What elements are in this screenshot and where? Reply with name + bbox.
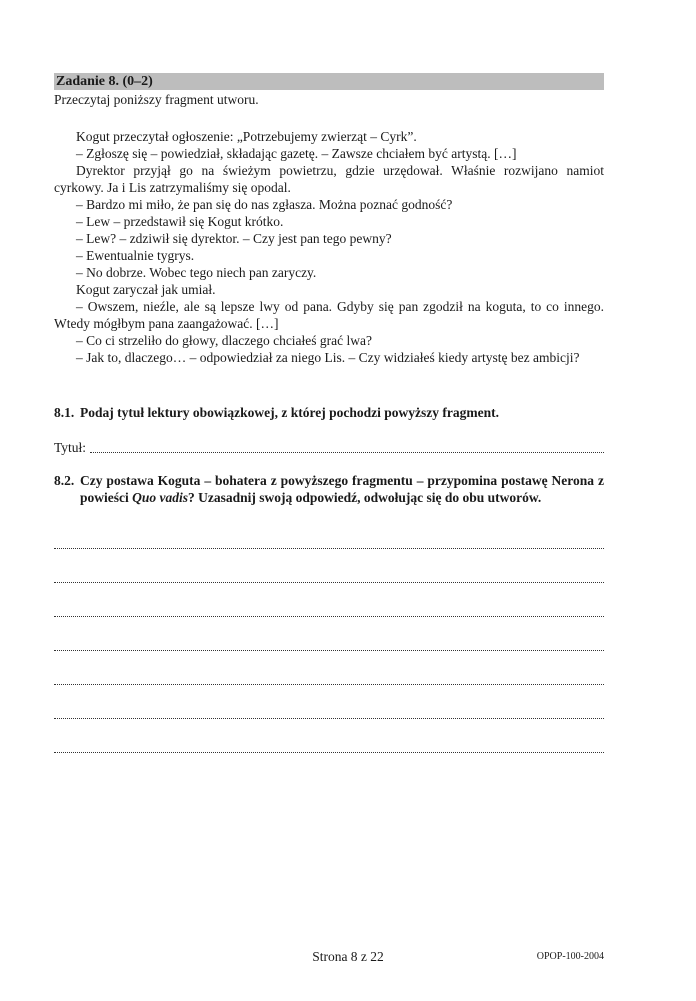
- fragment-paragraph: – Lew? – zdziwił się dyrektor. – Czy jest pan tego pewny?: [76, 231, 392, 246]
- book-title-italic: Quo vadis: [132, 490, 189, 505]
- fragment-paragraph: – No dobrze. Wobec tego niech pan zaryczy.: [76, 265, 317, 280]
- exam-code: OPOP-100-2004: [536, 951, 604, 962]
- task-8-1-text: Podaj tytuł lektury obowiązkowej, z której pochodzi powyższy fragment.: [80, 405, 499, 420]
- fragment-paragraph: – Jak to, dlaczego… – odpowiedział za niego Lis. – Czy widziałeś kiedy artystę bez ambicji?: [76, 350, 580, 365]
- title-answer-field[interactable]: [90, 439, 604, 453]
- answer-line[interactable]: [54, 582, 604, 583]
- fragment-paragraph: – Bardzo mi miło, że pan się do nas zgłasza. Można poznać godność?: [76, 197, 453, 212]
- task-8-2: [54, 472, 604, 506]
- task-8-2-number: 8.2.: [54, 473, 75, 488]
- answer-line[interactable]: [54, 684, 604, 685]
- task-8-2-text-end: ? Uzasadnij swoją odpowiedź, odwołując się do obu utworów.: [188, 490, 542, 505]
- fragment-paragraph: – Lew – przedstawił się Kogut krótko.: [76, 214, 284, 229]
- fragment-paragraph: – Zgłoszę się – powiedział, składając gazetę. – Zawsze chciałem być artystą. […]: [76, 146, 517, 161]
- task-instruction: Przeczytaj poniższy fragment utworu.: [54, 92, 259, 107]
- task-8-1: [54, 404, 604, 421]
- fragment-paragraph: – Owszem, nieźle, ale są lepsze lwy od pana. Gdyby się pan zgodził na koguta, to co innego. Wtedy mógłbym pana zaangażować. […]: [54, 299, 604, 331]
- literary-fragment: [54, 128, 604, 366]
- page-number: Strona 8 z 22: [312, 949, 384, 964]
- answer-line[interactable]: [54, 650, 604, 651]
- fragment-paragraph: – Ewentualnie tygrys.: [76, 248, 195, 263]
- fragment-paragraph: – Co ci strzeliło do głowy, dlaczego chciałeś grać lwa?: [76, 333, 373, 348]
- answer-line[interactable]: [54, 752, 604, 753]
- task-8-1-number: 8.1.: [54, 405, 75, 420]
- answer-line[interactable]: [54, 616, 604, 617]
- task-header-bar: [54, 73, 604, 90]
- fragment-paragraph: Kogut przeczytał ogłoszenie: „Potrzebujemy zwierząt – Cyrk”.: [76, 129, 417, 144]
- title-answer-row: [54, 439, 604, 456]
- task-title: Zadanie 8. (0–2): [56, 74, 153, 89]
- task-8-2-text-start: Czy postawa Koguta – bohatera z powyższego fragmentu – przypomina postawę Nerona z powieści: [80, 473, 604, 505]
- answer-line[interactable]: [54, 718, 604, 719]
- fragment-paragraph: Kogut zaryczał jak umiał.: [76, 282, 216, 297]
- fragment-paragraph: Dyrektor przyjął go na świeżym powietrzu, gdzie urzędował. Właśnie rozwijano namiot cyrkowy. Ja i Lis zatrzymaliśmy się opodal.: [54, 163, 604, 195]
- title-label: Tytuł:: [54, 440, 87, 455]
- answer-line[interactable]: [54, 548, 604, 549]
- task-8-2-text: [80, 472, 604, 506]
